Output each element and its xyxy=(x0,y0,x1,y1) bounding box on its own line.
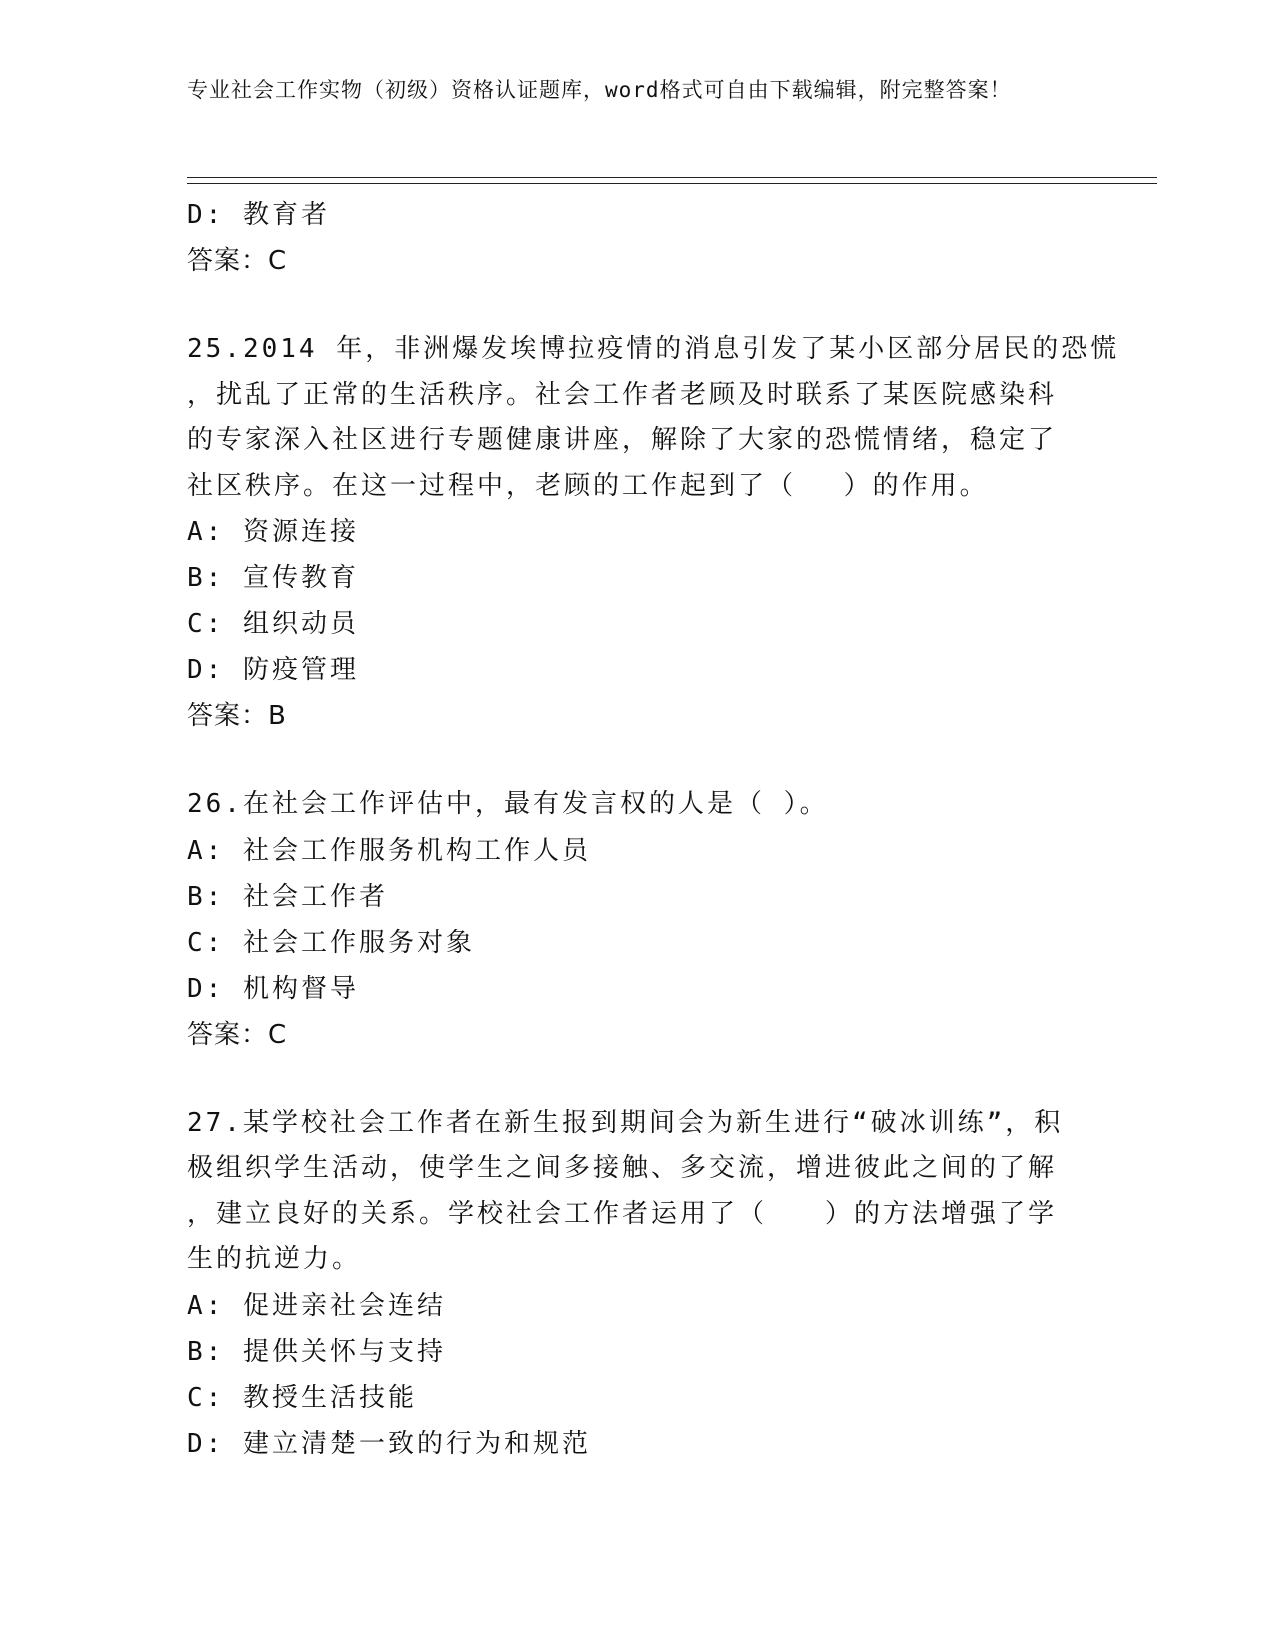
option-b: B: 社会工作者 xyxy=(187,881,388,912)
option-c: C: 教授生活技能 xyxy=(187,1382,417,1413)
stem-line: ，建立良好的关系。学校社会工作者运用了（ ）的方法增强了学 xyxy=(187,1198,1058,1229)
question-25-stem xyxy=(187,327,1120,509)
option-d: D: 建立清楚一致的行为和规范 xyxy=(187,1428,591,1459)
option-c: C: 社会工作服务对象 xyxy=(187,927,475,958)
header-divider-bottom xyxy=(187,183,1157,184)
answer-label: 答案：B xyxy=(187,701,287,731)
stem-line: 的专家深入社区进行专题健康讲座，解除了大家的恐慌情绪，稳定了 xyxy=(187,425,1058,455)
option-a: A: 资源连接 xyxy=(187,517,359,547)
stem-line: 25.2014 年，非洲爆发埃博拉疫情的消息引发了某小区部分居民的恐慌 xyxy=(187,334,1120,364)
stem-line: 26.在社会工作评估中，最有发言权的人是（ ）。 xyxy=(187,789,829,819)
option-d: D: 防疫管理 xyxy=(187,655,359,685)
document-header: 专业社会工作实物（初级）资格认证题库，word格式可自由下载编辑，附完整答案！ xyxy=(187,78,1012,102)
option-d: D: 机构督导 xyxy=(187,973,359,1004)
question-26-stem xyxy=(187,782,1087,828)
option-a: A: 促进亲社会连结 xyxy=(187,1290,446,1321)
question-content xyxy=(187,192,1120,1467)
stem-line: 极组织学生活动，使学生之间多接触、多交流，增进彼此之间的了解 xyxy=(187,1153,1058,1183)
stem-line: 27.某学校社会工作者在新生报到期间会为新生进行“破冰训练”，积 xyxy=(187,1107,1064,1138)
stem-line: 生的抗逆力。 xyxy=(187,1244,362,1274)
question-27-stem xyxy=(187,1101,1087,1283)
option-c: C: 组织动员 xyxy=(187,609,359,639)
answer-label: 答案：C xyxy=(187,246,288,276)
option-b: B: 提供关怀与支持 xyxy=(187,1336,446,1367)
stem-line: ，扰乱了正常的生活秩序。社会工作者老顾及时联系了某医院感染科 xyxy=(187,379,1058,410)
option-b: B: 宣传教育 xyxy=(187,563,359,593)
header-divider-top xyxy=(187,177,1157,178)
stem-line: 社区秩序。在这一过程中，老顾的工作起到了（ ）的作用。 xyxy=(187,470,989,501)
answer-label: 答案：C xyxy=(187,1019,288,1050)
option-d: D: 教育者 xyxy=(187,200,330,230)
option-a: A: 社会工作服务机构工作人员 xyxy=(187,835,591,866)
